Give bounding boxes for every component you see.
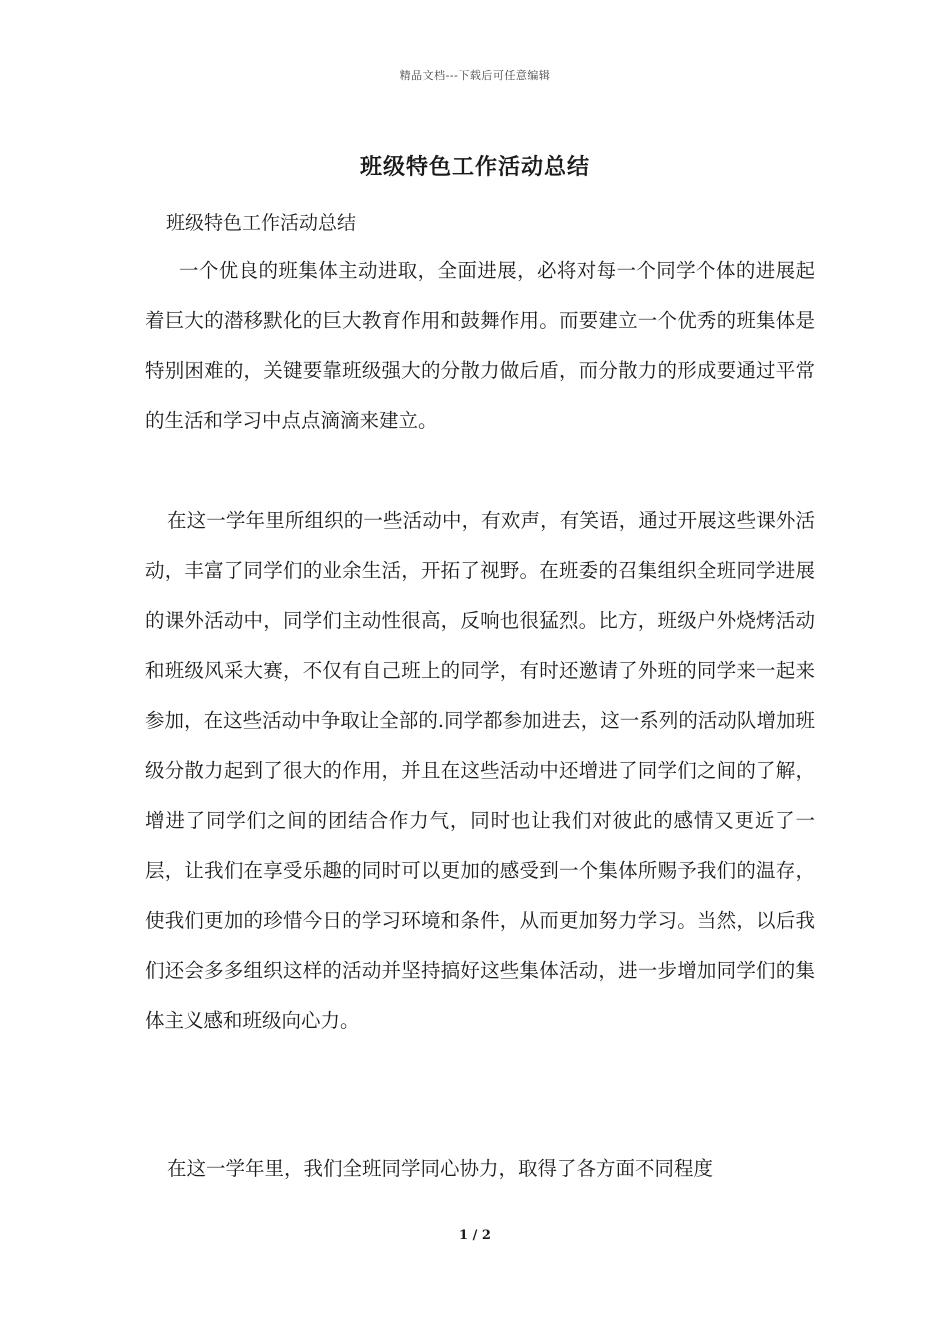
document-title: 班级特色工作活动总结 — [359, 154, 590, 180]
header-note: 精品文档---下载后可任意编辑 — [399, 69, 551, 82]
paragraph-1: 一个优良的班集体主动进取，全面进展，必将对每一个同学个体的进展起着巨大的潜移默化的巨大教育作用和鼓舞作用。而要建立一个优秀的班集体是特别困难的，关键要靠班级强大的分散力做后盾，而分散力的形成要通过平常的生活和学习中点点滴滴来建立。 — [145, 259, 815, 432]
paragraph-2: 在这一学年里所组织的一些活动中，有欢声，有笑语，通过开展这些课外活动，丰富了同学们的业余生活，开拓了视野。在班委的召集组织全班同学进展的课外活动中，同学们主动性很高，反响也很猛烈。比方，班级户外烧烤活动和班级风采大赛，不仅有自己班上的同学，有时还邀请了外班的同学来一起来参加，在这些活动中争取让全部的.同学都参加进去，这一系列的活动队增加班级分散力起到了很大的作用，并且在这些活动中还增进了同学们之间的了解，增进了同学们之间的团结合作力气，同时也让我们对彼此的感情又更近了一层，让我们在享受乐趣的同时可以更加的感受到一个集体所赐予我们的温存，使我们更加的珍惜今日的学习环境和条件，从而更加努力学习。当然，以后我们还会多多组织这样的活动并坚持搞好这些集体活动，进一步增加同学们的集体主义感和班级向心力。 — [145, 509, 815, 1032]
paragraph-3: 在这一学年里，我们全班同学同心协力，取得了各方面不同程度 — [167, 1157, 714, 1180]
page-number: 1 / 2 — [459, 1228, 491, 1243]
document-subtitle: 班级特色工作活动总结 — [166, 212, 357, 234]
